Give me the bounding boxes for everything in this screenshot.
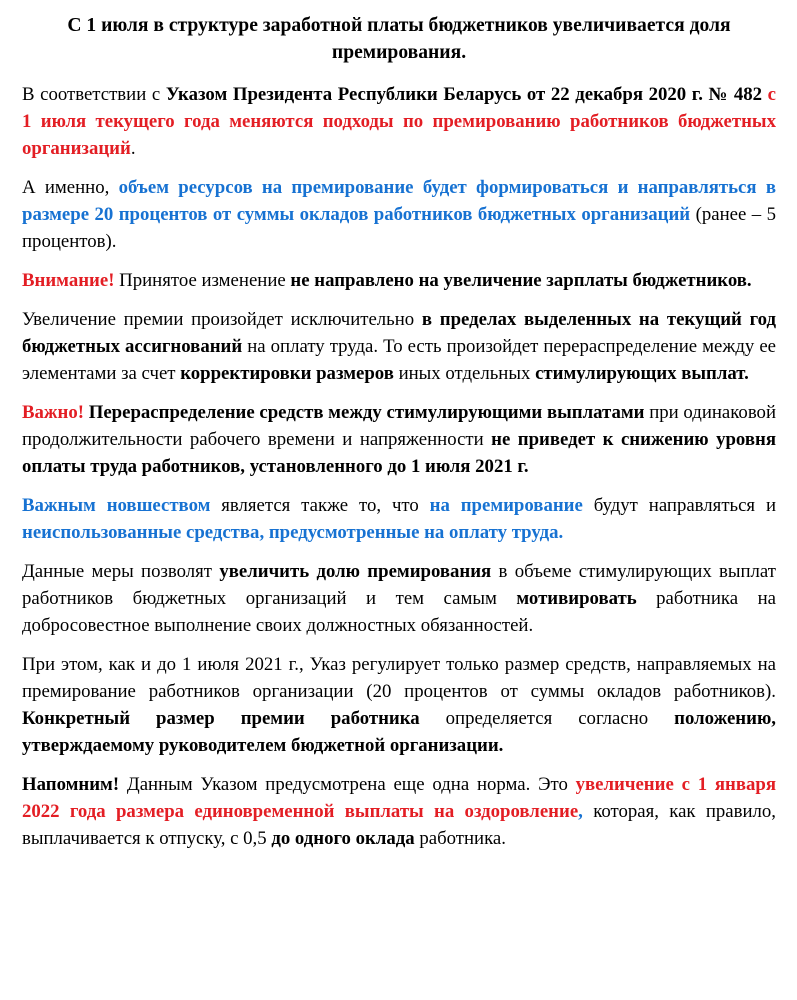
text-run: при одинаковой продолжительности рабочего времени и напряженности <box>22 402 776 450</box>
paragraph-decree <box>22 81 776 162</box>
blue-bold-run: неиспользованные средства, предусмотренные на оплату труда. <box>22 522 564 543</box>
bold-run: не направлено на увеличение зарплаты бюджетников. <box>290 270 752 291</box>
bold-run: стимулирующих выплат. <box>535 363 749 384</box>
bold-run: до одного оклада <box>271 828 415 849</box>
text-run: При этом, как и до 1 июля 2021 г., Указ регулирует только размер средств, направляемых на премирование работников организации (20 процентов от суммы окладов работников). <box>22 654 776 702</box>
text-run: Данным Указом предусмотрена еще одна норма. Это <box>119 774 576 795</box>
text-run: Увеличение премии произойдет исключительно <box>22 309 422 330</box>
red-bold-run: Важно! <box>22 402 85 423</box>
paragraph-increase <box>22 306 776 387</box>
blue-bold-run: объем ресурсов на премирование будет формироваться и направляться в размере 20 процентов от суммы окладов работников бюджетных организаций <box>22 177 776 225</box>
bold-run: С 1 июля в структуре заработной платы бюджетников увеличивается доля премирования. <box>67 15 731 63</box>
paragraph-important <box>22 399 776 480</box>
red-bold-run: увеличение с 1 января 2022 года размера единовременной выплаты на оздоровление <box>22 774 776 822</box>
text-run: иных отдельных <box>393 363 536 384</box>
bold-run: в пределах выделенных на текущий год бюджетных ассигнований <box>22 309 776 357</box>
bold-run: увеличить долю премирования <box>219 561 492 582</box>
text-run: Принятое изменение <box>114 270 291 291</box>
paragraph-regulation <box>22 651 776 759</box>
text-run: В соответствии с <box>22 84 166 105</box>
bold-run: Напомним! <box>22 774 120 795</box>
text-run: работника. <box>414 828 506 849</box>
text-run: которая, как правило, выплачивается к отпуску, с 0,5 <box>22 801 776 849</box>
bold-run: положению, утверждаемому руководителем бюджетной организации. <box>22 708 776 756</box>
bold-run: корректировки размеров <box>180 363 394 384</box>
paragraph-reminder <box>22 771 776 852</box>
bold-run: не приведет к снижению уровня оплаты труда работников, установленного до 1 июля 2021 г. <box>22 429 776 477</box>
text-run: на оплату труда. То есть произойдет перераспределение между ее элементами за счет <box>22 336 776 384</box>
bold-run: Перераспределение средств между стимулирующими выплатами <box>88 402 645 423</box>
blue-bold-run: на премирование <box>429 495 583 516</box>
bold-run: Указом Президента Республики Беларусь от 22 декабря 2020 г. № 482 <box>165 84 768 105</box>
text-run: будут направляться и <box>582 495 776 516</box>
red-bold-run: с 1 июля текущего года меняются подходы по премированию работников бюджетных организаций <box>22 84 777 159</box>
paragraph-attention <box>22 267 776 294</box>
paragraph-novelty <box>22 492 776 546</box>
text-run: . <box>130 138 136 159</box>
blue-bold-run: , <box>578 801 583 822</box>
text-run: А именно, <box>22 177 119 198</box>
document-title <box>22 12 776 66</box>
text-run: является также то, что <box>210 495 430 516</box>
text-run: (ранее – 5 процентов). <box>22 204 776 252</box>
bold-run: мотивировать <box>516 588 637 609</box>
bold-run: Конкретный размер премии работника <box>22 708 420 729</box>
text-run: определяется согласно <box>419 708 675 729</box>
blue-bold-run: Важным новшеством <box>22 495 211 516</box>
text-run: Данные меры позволят <box>22 561 220 582</box>
paragraph-resources <box>22 174 776 255</box>
red-bold-run: Внимание! <box>22 270 115 291</box>
text-run: в объеме стимулирующих выплат работников бюджетных организаций и тем самым <box>22 561 776 609</box>
text-run: работника на добросовестное выполнение своих должностных обязанностей. <box>22 588 776 636</box>
paragraph-measures <box>22 558 776 639</box>
